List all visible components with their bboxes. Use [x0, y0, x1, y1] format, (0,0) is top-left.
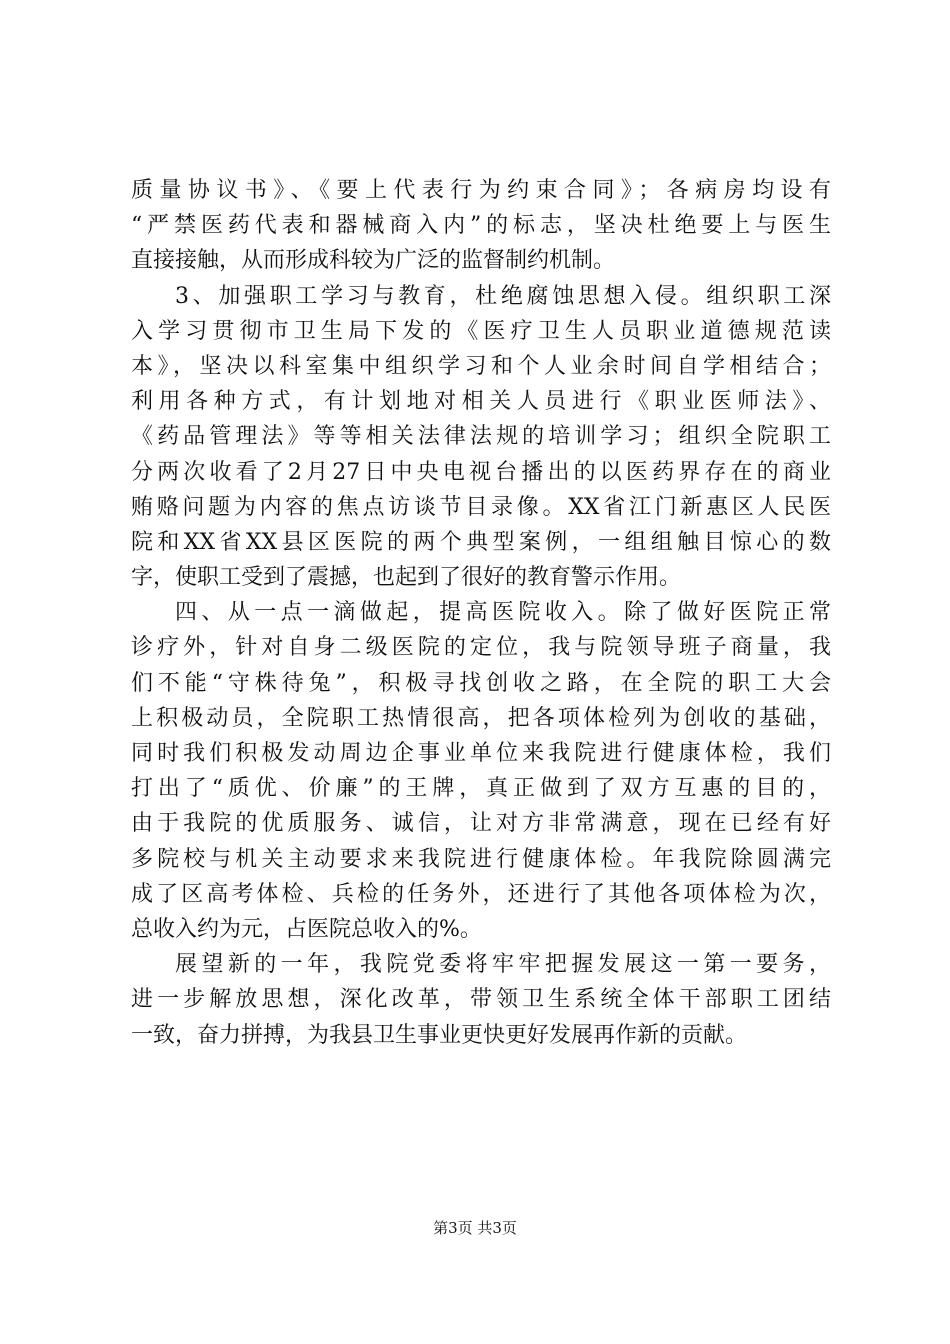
- text-line: 总收入约为元，占医院总收入的%。: [131, 916, 482, 942]
- text-line: 们不能“守株待兔”，积极寻找创收之路，在全院的职工大会: [131, 670, 831, 696]
- text-line: 上积极动员，全院职工热情很高，把各项体检列为创收的基础，: [131, 705, 831, 731]
- text-line: 本》，坚决以科室集中组织学习和个人业余时间自学相结合；: [131, 353, 831, 379]
- text-line: 利用各种方式，有计划地对相关人员进行《职业医师法》、: [131, 389, 831, 415]
- text-line: 字，使职工受到了震撼，也起到了很好的教育警示作用。: [131, 565, 682, 591]
- text-line: 贿赂问题为内容的焦点访谈节目录像。XX省江门新惠区人民医: [131, 494, 831, 520]
- text-line: 多院校与机关主动要求来我院进行健康体检。年我院除圆满完: [131, 846, 831, 872]
- document-body: [131, 173, 831, 1053]
- text-line: 展望新的一年，我院党委将牢牢把握发展这一第一要务，: [175, 952, 831, 978]
- text-line: 入学习贯彻市卫生局下发的《医疗卫生人员职业道德规范读: [131, 318, 831, 344]
- text-line: 院和XX省XX县区医院的两个典型案例，一组组触目惊心的数: [131, 529, 831, 555]
- text-line: 3、加强职工学习与教育，杜绝腐蚀思想入侵。组织职工深: [175, 283, 831, 309]
- text-line: 诊疗外，针对自身二级医院的定位，我与院领导班子商量，我: [131, 635, 831, 661]
- text-line: 分两次收看了2月27日中央电视台播出的以医药界存在的商业: [131, 459, 831, 485]
- text-line: 打出了“质优、价廉”的王牌，真正做到了双方互惠的目的，: [131, 776, 831, 802]
- text-line: 质量协议书》、《要上代表行为约束合同》；各病房均设有: [131, 178, 831, 203]
- text-line: “严禁医药代表和器械商入内”的标志，坚决杜绝要上与医生: [131, 213, 831, 239]
- text-line: 成了区高考体检、兵检的任务外，还进行了其他各项体检为次，: [131, 881, 831, 907]
- text-line: 由于我院的优质服务、诚信，让对方非常满意，现在已经有好: [131, 811, 831, 837]
- text-line: 直接接触，从而形成科较为广泛的监督制约机制。: [131, 248, 616, 274]
- page-number-footer: 第3页 共3页: [433, 1219, 517, 1237]
- text-line: 同时我们积极发动周边企事业单位来我院进行健康体检，我们: [131, 741, 831, 766]
- text-line: 四、从一点一滴做起，提高医院收入。除了做好医院正常: [175, 600, 831, 626]
- text-line: 进一步解放思想，深化改革，带领卫生系统全体干部职工团结: [131, 987, 831, 1013]
- text-line: 《药品管理法》等等相关法律法规的培训学习；组织全院职工: [131, 424, 831, 450]
- text-line: 一致，奋力拼搏，为我县卫生事业更快更好发展再作新的贡献。: [131, 1022, 748, 1048]
